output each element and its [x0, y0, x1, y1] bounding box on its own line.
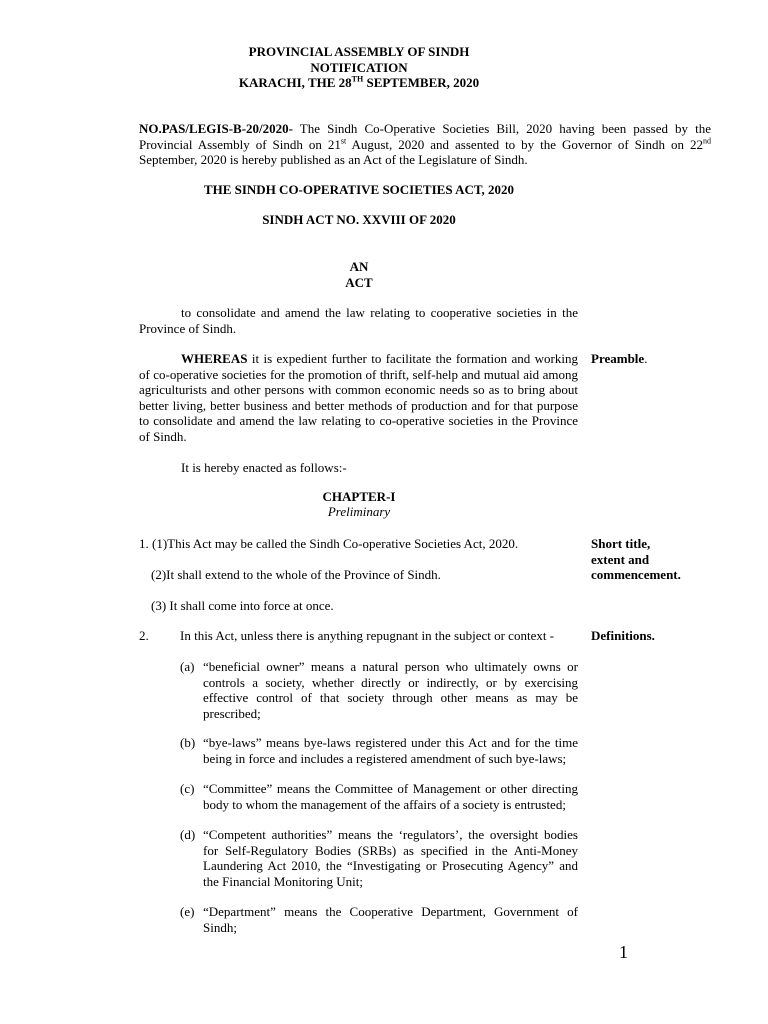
definition-item — [180, 781, 578, 812]
definition-label: (d) — [180, 827, 196, 842]
definition-text: “Department” means the Cooperative Department, Government of Sindh; — [203, 904, 578, 935]
act-heading: ACT — [345, 275, 373, 290]
page-number: 1 — [619, 942, 628, 962]
act-number: SINDH ACT NO. XXVIII OF 2020 — [262, 212, 456, 227]
section-1-subsection-2: (2)It shall extend to the whole of the Province of Sindh. — [151, 567, 441, 582]
section-1-subsection-3: (3) It shall come into force at once. — [151, 598, 334, 613]
definition-text: “bye-laws” means bye-laws registered under this Act and for the time being in force and includes a registered amendment of such bye-laws; — [203, 735, 578, 766]
definition-item — [180, 659, 578, 721]
definition-item — [180, 735, 578, 766]
enacting-clause: It is hereby enacted as follows:- — [181, 460, 347, 475]
definition-text: “beneficial owner” means a natural person who ultimately owns or controls a society, whether directly or indirectly, or by exercising effective control of that society through other means as may be prescribed; — [203, 659, 578, 721]
whereas-keyword: WHEREAS — [181, 351, 248, 366]
assembly-name: PROVINCIAL ASSEMBLY OF SINDH — [248, 44, 470, 59]
act-an: AN — [349, 259, 369, 274]
section-1-marginal-note: Short title, extent and commencement. — [591, 536, 681, 582]
definition-label: (a) — [180, 659, 195, 674]
section-1-subsection-1: 1. (1)This Act may be called the Sindh Co-operative Societies Act, 2020. — [139, 536, 519, 551]
definition-item — [180, 904, 578, 935]
chapter-subtitle: Preliminary — [327, 504, 391, 519]
chapter-title: CHAPTER-I — [322, 489, 396, 504]
section-2-intro: In this Act, unless there is anything repugnant in the subject or context - — [180, 628, 555, 643]
section-2-number: 2. — [139, 628, 149, 643]
notification-paragraph: NO.PAS/LEGIS-B-20/2020- The Sindh Co-Operative Societies Bill, 2020 having been passed by the Provincial Assembly of Sindh on 21st August, 2020 and assented to by the Governor of Sindh on 22nd September, 2020 is hereby published as an Act of the Legislature of Sindh. — [139, 121, 711, 167]
notification-date: KARACHI, THE 28TH SEPTEMBER, 2020 — [238, 74, 480, 90]
definition-text: “Competent authorities” means the ‘regulators’, the oversight bodies for Self-Regulatory Bodies (SRBs) as specified in the Anti-Money Laundering Act 2010, the “Investigating or Prosecuting Agency” and the Financial Monitoring Unit; — [203, 827, 578, 889]
preamble-paragraph: WHEREAS it is expedient further to facilitate the formation and working of co-operative societies for the promotion of thrift, self-help and mutual aid among agriculturists and other persons with common economic needs so as to bring about better living, better business and better methods of production and for that purpose to consolidate and amend the law relating to co-operative societies in the Province of Sindh. — [139, 351, 578, 444]
preamble-marginal-note: Preamble. — [591, 351, 648, 366]
document-header — [140, 44, 578, 91]
act-purpose: to consolidate and amend the law relating to cooperative societies in the Province of Sindh. — [139, 305, 578, 336]
notification-heading: NOTIFICATION — [310, 59, 408, 75]
definition-text: “Committee” means the Committee of Management or other directing body to whom the management of the affairs of a society is entrusted; — [203, 781, 578, 812]
definition-item — [180, 827, 578, 889]
definition-label: (e) — [180, 904, 195, 919]
act-title: THE SINDH CO-OPERATIVE SOCIETIES ACT, 2020 — [203, 182, 515, 197]
section-2-marginal-note: Definitions. — [591, 628, 655, 643]
definition-label: (c) — [180, 781, 195, 796]
definition-label: (b) — [180, 735, 196, 750]
notification-reference: NO.PAS/LEGIS-B-20/2020- — [139, 121, 293, 136]
